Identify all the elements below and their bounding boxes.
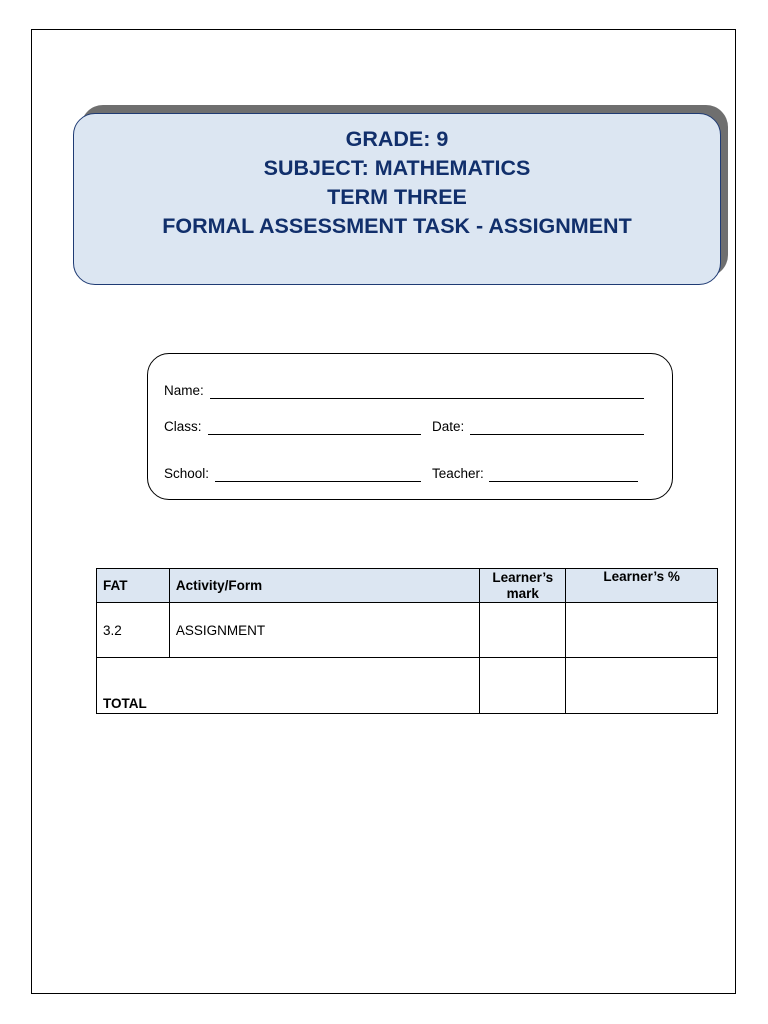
subject-heading: SUBJECT: MATHEMATICS [263, 156, 531, 180]
header-learners-mark: Learner’s mark [480, 569, 566, 603]
header-fat: FAT [97, 569, 170, 603]
date-field[interactable] [470, 434, 644, 435]
school-field[interactable] [215, 481, 421, 482]
name-field[interactable] [210, 398, 644, 399]
learner-info-box [147, 353, 673, 500]
task-heading: FORMAL ASSESSMENT TASK - ASSIGNMENT [162, 214, 632, 238]
learners-percent-cell[interactable] [566, 603, 718, 658]
teacher-field[interactable] [489, 481, 638, 482]
header-learners-percent: Learner’s % [566, 569, 718, 603]
table-header-row [97, 569, 718, 603]
fat-cell: 3.2 [97, 603, 170, 658]
class-label: Class: [164, 419, 202, 434]
title-box [73, 113, 721, 285]
table-row [97, 603, 718, 658]
total-row [97, 658, 718, 714]
total-mark-cell[interactable] [480, 658, 566, 714]
term-heading: TERM THREE [327, 185, 467, 209]
activity-cell: ASSIGNMENT [169, 603, 479, 658]
school-label: School: [164, 466, 210, 481]
total-percent-cell[interactable] [566, 658, 718, 714]
date-label: Date: [432, 419, 465, 434]
learners-mark-cell[interactable] [480, 603, 566, 658]
total-label: TOTAL [97, 658, 480, 714]
fat-table [96, 568, 718, 714]
name-label: Name: [164, 383, 204, 398]
class-field[interactable] [208, 434, 421, 435]
teacher-label: Teacher: [432, 466, 484, 481]
grade-heading: GRADE: 9 [345, 127, 449, 151]
header-activity-form: Activity/Form [169, 569, 479, 603]
